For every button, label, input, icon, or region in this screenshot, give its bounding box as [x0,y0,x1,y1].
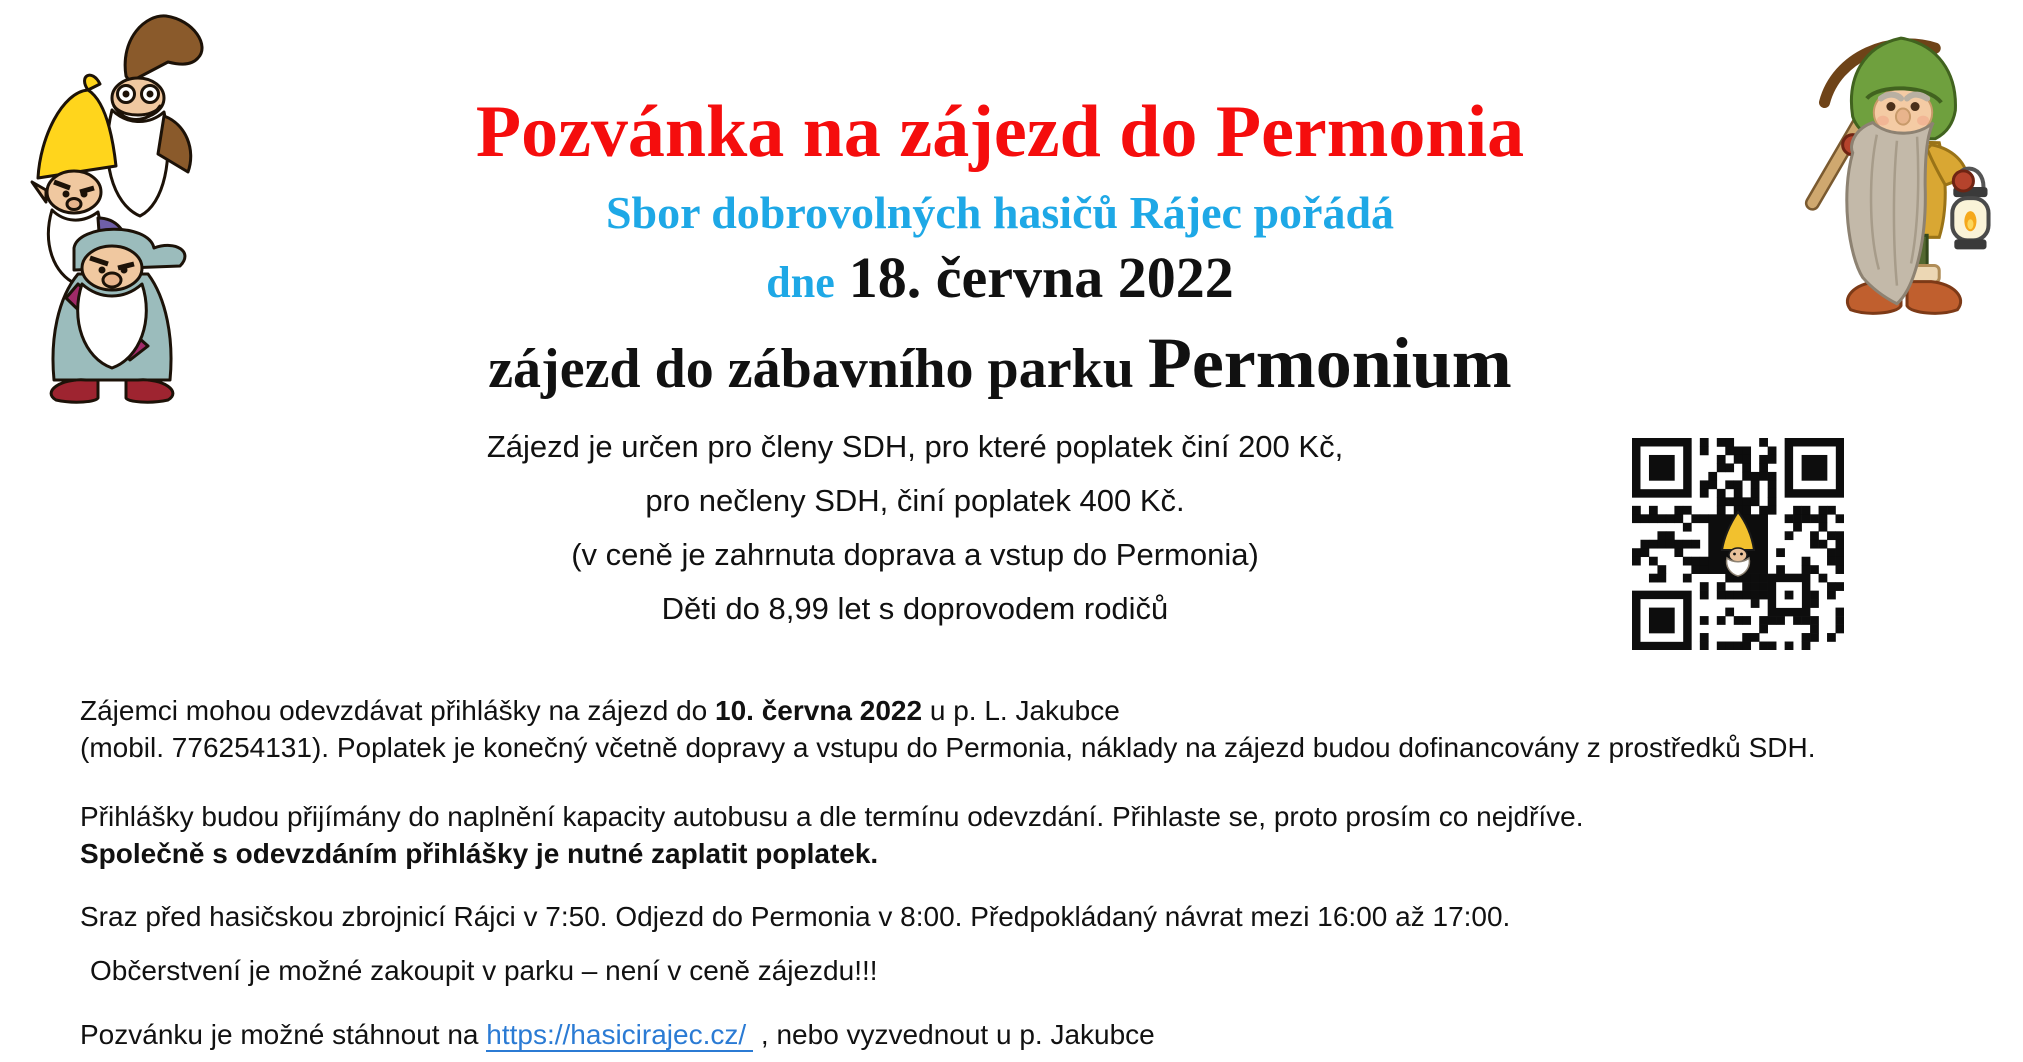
paragraph-download [80,1016,1980,1053]
intro-line: Děti do 8,99 let s doprovodem rodičů [661,591,1169,626]
date-value: 18. června 2022 [848,245,1234,310]
page-title: Pozvánka na zájezd do Permonia [475,91,1525,173]
intro-block [0,420,1830,636]
p1-text: Zájemci mohou odevzdávat přihlášky na zájezd do [80,695,716,726]
qr-code [1632,438,1844,650]
intro-line: (v ceně je zahrnuta doprava a vstup do Permonia) [571,537,1259,572]
date-prefix: dne [766,258,835,307]
p1-text-after: u p. L. Jakubce [922,695,1120,726]
p5-text: Pozvánku je možné stáhnout na [80,1019,487,1050]
p1-line2: (mobil. 776254131). Poplatek je konečný včetně dopravy a vstupu do Permonia, náklady na zájezd budou dofinancovány z prostředků SDH. [80,732,1816,763]
p5-text-after: , nebo vyzvednout u p. Jakubce [753,1019,1155,1050]
p2-line1: Přihlášky budou přijímány do naplnění kapacity autobusu a dle termínu odevzdání. Přihlaste se, proto prosím co nejdříve. [80,801,1584,832]
p1-deadline-date: 10. června 2022 [715,695,923,726]
paragraph-deadline [80,692,1980,766]
website-link[interactable]: https://hasicirajec.cz/ [486,1019,753,1052]
paragraph-refreshments: Občerstvení je možné zakoupit v parku – není v ceně zájezdu!!! [90,955,878,986]
trip-prefix: zájezd do zábavního parku [488,338,1134,400]
paragraph-schedule: Sraz před hasičskou zbrojnicí Rájci v 7:50. Odjezd do Permonia v 8:00. Předpokládaný návrat mezi 16:00 až 17:00. [80,901,1511,932]
paragraph-capacity [80,798,1980,872]
intro-line: Zájezd je určen pro členy SDH, pro které poplatek činí 200 Kč, [486,429,1344,464]
date-line [0,246,2000,310]
trip-name: Permonium [1147,323,1512,403]
subtitle: Sbor dobrovolných hasičů Rájec pořádá [605,187,1395,238]
intro-line: pro nečleny SDH, činí poplatek 400 Kč. [645,483,1185,518]
trip-line [0,324,2000,403]
p2-line2-bold: Společně s odevzdáním přihlášky je nutné zaplatit poplatek. [80,838,879,869]
qr-gnome-logo-icon [1713,510,1763,578]
